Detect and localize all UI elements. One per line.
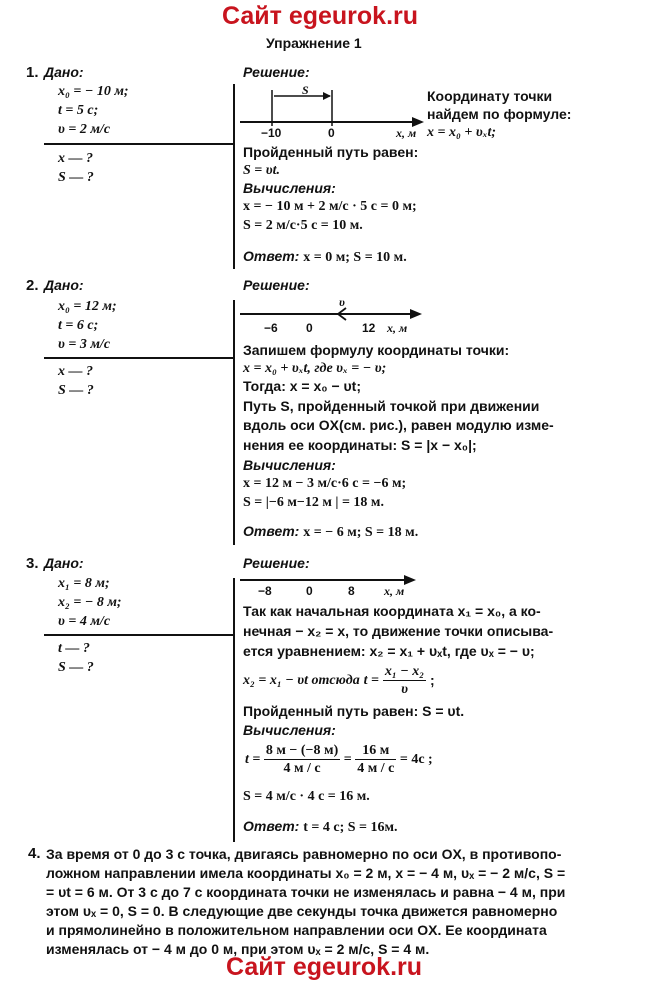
text-line: Запишем формулу координаты точки:	[243, 342, 510, 358]
numerator: x₁ − x₂	[384, 664, 425, 679]
tick-label: 0	[306, 321, 313, 335]
calc-label: Вычисления:	[243, 457, 336, 473]
eq-lhs: t =	[363, 673, 380, 688]
axis-unit: x, м	[396, 126, 417, 140]
coordinate-axis-2	[236, 296, 426, 322]
axis-unit: x, м	[387, 321, 408, 335]
given-label: Дано:	[44, 277, 84, 293]
given-line: υ = 4 м/с	[58, 614, 111, 629]
denominator: 4 м / с	[283, 761, 321, 776]
find-line: t — ?	[58, 641, 90, 656]
text-line: Так как начальная координата x₁ = x₀, а ко-	[243, 603, 541, 619]
answer-label: Ответ:	[243, 248, 300, 264]
calc-result: = 4с ;	[399, 752, 433, 767]
answer-text: x = 0 м; S = 10 м.	[303, 250, 407, 265]
given-divider	[44, 634, 235, 636]
problem-3-number: 3.	[26, 555, 39, 572]
denominator: υ	[401, 682, 408, 697]
calc-label: Вычисления:	[243, 722, 336, 738]
paragraph-line: = υt = 6 м. От 3 с до 7 с координата точки не изменялась и равна − 4 м, при	[46, 884, 566, 900]
calc-line: S = |−6 м−12 м | = 18 м.	[243, 495, 384, 510]
given-line: x₁ = 8 м;	[58, 576, 110, 591]
find-line: x — ?	[58, 364, 93, 379]
segment-arrow	[323, 92, 331, 100]
vector-label: υ⃗	[339, 295, 355, 309]
text-line: нения ее координаты: S = |x − x₀|;	[243, 437, 477, 453]
tick-label: −10	[261, 126, 282, 140]
paragraph-line: и прямолинейно в положительном направлении оси OX. Ее координата	[46, 922, 547, 938]
find-line: S — ?	[58, 383, 94, 398]
side-text: Координату точки	[427, 88, 553, 104]
text-line: Пройденный путь равен:	[243, 144, 419, 160]
tick-label: −6	[264, 321, 278, 335]
given-line: x₀ = − 10 м;	[58, 84, 129, 99]
numerator: 16 м	[355, 742, 396, 760]
answer-label: Ответ:	[243, 523, 300, 539]
calc-fraction	[264, 742, 340, 777]
calc-equation	[245, 742, 433, 777]
axis-unit: x, м	[384, 584, 405, 598]
paragraph-line: этом υₓ = 0, S = 0. В следующие две секунды точка движется равномерно	[46, 903, 558, 919]
eq-post: ;	[430, 672, 435, 688]
formula: S = υt.	[243, 163, 281, 178]
given-line: t = 5 с;	[58, 103, 99, 118]
calc-line: S = 2 м/с·5 с = 10 м.	[243, 218, 363, 233]
given-line: t = 6 с;	[58, 318, 99, 333]
answer-label: Ответ:	[243, 818, 300, 834]
tick-label: −8	[258, 584, 272, 598]
text-line: Тогда: x = x₀ − υt;	[243, 378, 362, 394]
vertical-divider	[233, 84, 235, 269]
given-label: Дано:	[44, 555, 84, 571]
calc-fraction	[355, 742, 396, 777]
problem-2-number: 2.	[26, 277, 39, 294]
denominator: 4 м / с	[357, 761, 395, 776]
vertical-divider	[233, 300, 235, 545]
text-line: ется уравнением: x₂ = x₁ + υₓt, где υₓ = − υ;	[243, 643, 535, 659]
formula: x = x₀ + υₓt, где υₓ = − υ;	[243, 361, 387, 376]
given-divider	[44, 357, 235, 359]
given-line: υ = 3 м/с	[58, 337, 111, 352]
eq-fraction	[383, 663, 426, 698]
given-line: υ = 2 м/с	[58, 122, 111, 137]
solution-label: Решение:	[243, 555, 310, 571]
text-line: Путь S, пройденный точкой при движении	[243, 398, 540, 414]
axis-arrow	[404, 575, 416, 585]
text-line: вдоль оси OX(см. рис.), равен модулю изме-	[243, 417, 554, 433]
exercise-title: Упражнение 1	[266, 35, 362, 51]
calc-line: x = − 10 м + 2 м/с · 5 с = 0 м;	[243, 199, 417, 214]
segment-label: S	[302, 83, 309, 97]
calc-line: x = 12 м − 3 м/с·6 с = −6 м;	[243, 476, 407, 491]
problem-1-number: 1.	[26, 64, 39, 81]
tick-label: 0	[328, 126, 335, 140]
answer-text: x = − 6 м; S = 18 м.	[303, 525, 419, 540]
eq-pre: x₂ = x₁ − υt отсюда	[243, 673, 360, 688]
calc-lhs: t =	[245, 752, 261, 767]
side-text: найдем по формуле:	[427, 106, 572, 122]
calc-label: Вычисления:	[243, 180, 336, 196]
calc-eq-sign: =	[343, 752, 352, 767]
given-line: x₂ = − 8 м;	[58, 595, 122, 610]
given-divider	[44, 143, 235, 145]
find-line: x — ?	[58, 151, 93, 166]
given-line: x₀ = 12 м;	[58, 299, 117, 314]
equation-t	[243, 663, 435, 698]
solution-label: Решение:	[243, 277, 310, 293]
path-line: Пройденный путь равен: S = υt.	[243, 703, 465, 719]
site-watermark-top: Сайт egeurok.ru	[222, 2, 419, 30]
site-watermark-bottom: Сайт egeurok.ru	[226, 953, 423, 981]
numerator: 8 м − (−8 м)	[265, 743, 339, 758]
axis-arrow	[410, 309, 422, 319]
problem-4-number: 4.	[28, 845, 41, 862]
paragraph-line: изменялась от − 4 м до 0 м, при этом υₓ = 2 м/с, S = 4 м.	[46, 941, 430, 957]
given-label: Дано:	[44, 64, 84, 80]
find-line: S — ?	[58, 170, 94, 185]
solution-label: Решение:	[243, 64, 310, 80]
paragraph-line: За время от 0 до 3 с точка, двигаясь равномерно по оси OX, в противопо-	[46, 846, 562, 862]
formula: x = x₀ + υₓt;	[427, 125, 497, 140]
tick-label: 0	[306, 584, 313, 598]
text-line: нечная − x₂ = x, то движение точки описыва-	[243, 623, 554, 639]
vertical-divider	[233, 578, 235, 842]
answer-text: t = 4 с; S = 16м.	[303, 820, 398, 835]
find-line: S — ?	[58, 660, 94, 675]
paragraph-line: ложном направлении имела координаты x₀ = 2 м, x = − 4 м, υₓ = − 2 м/с, S =	[46, 865, 566, 881]
tick-label: 8	[348, 584, 355, 598]
calc-line: S = 4 м/с · 4 с = 16 м.	[243, 789, 370, 804]
tick-label: 12	[362, 321, 376, 335]
